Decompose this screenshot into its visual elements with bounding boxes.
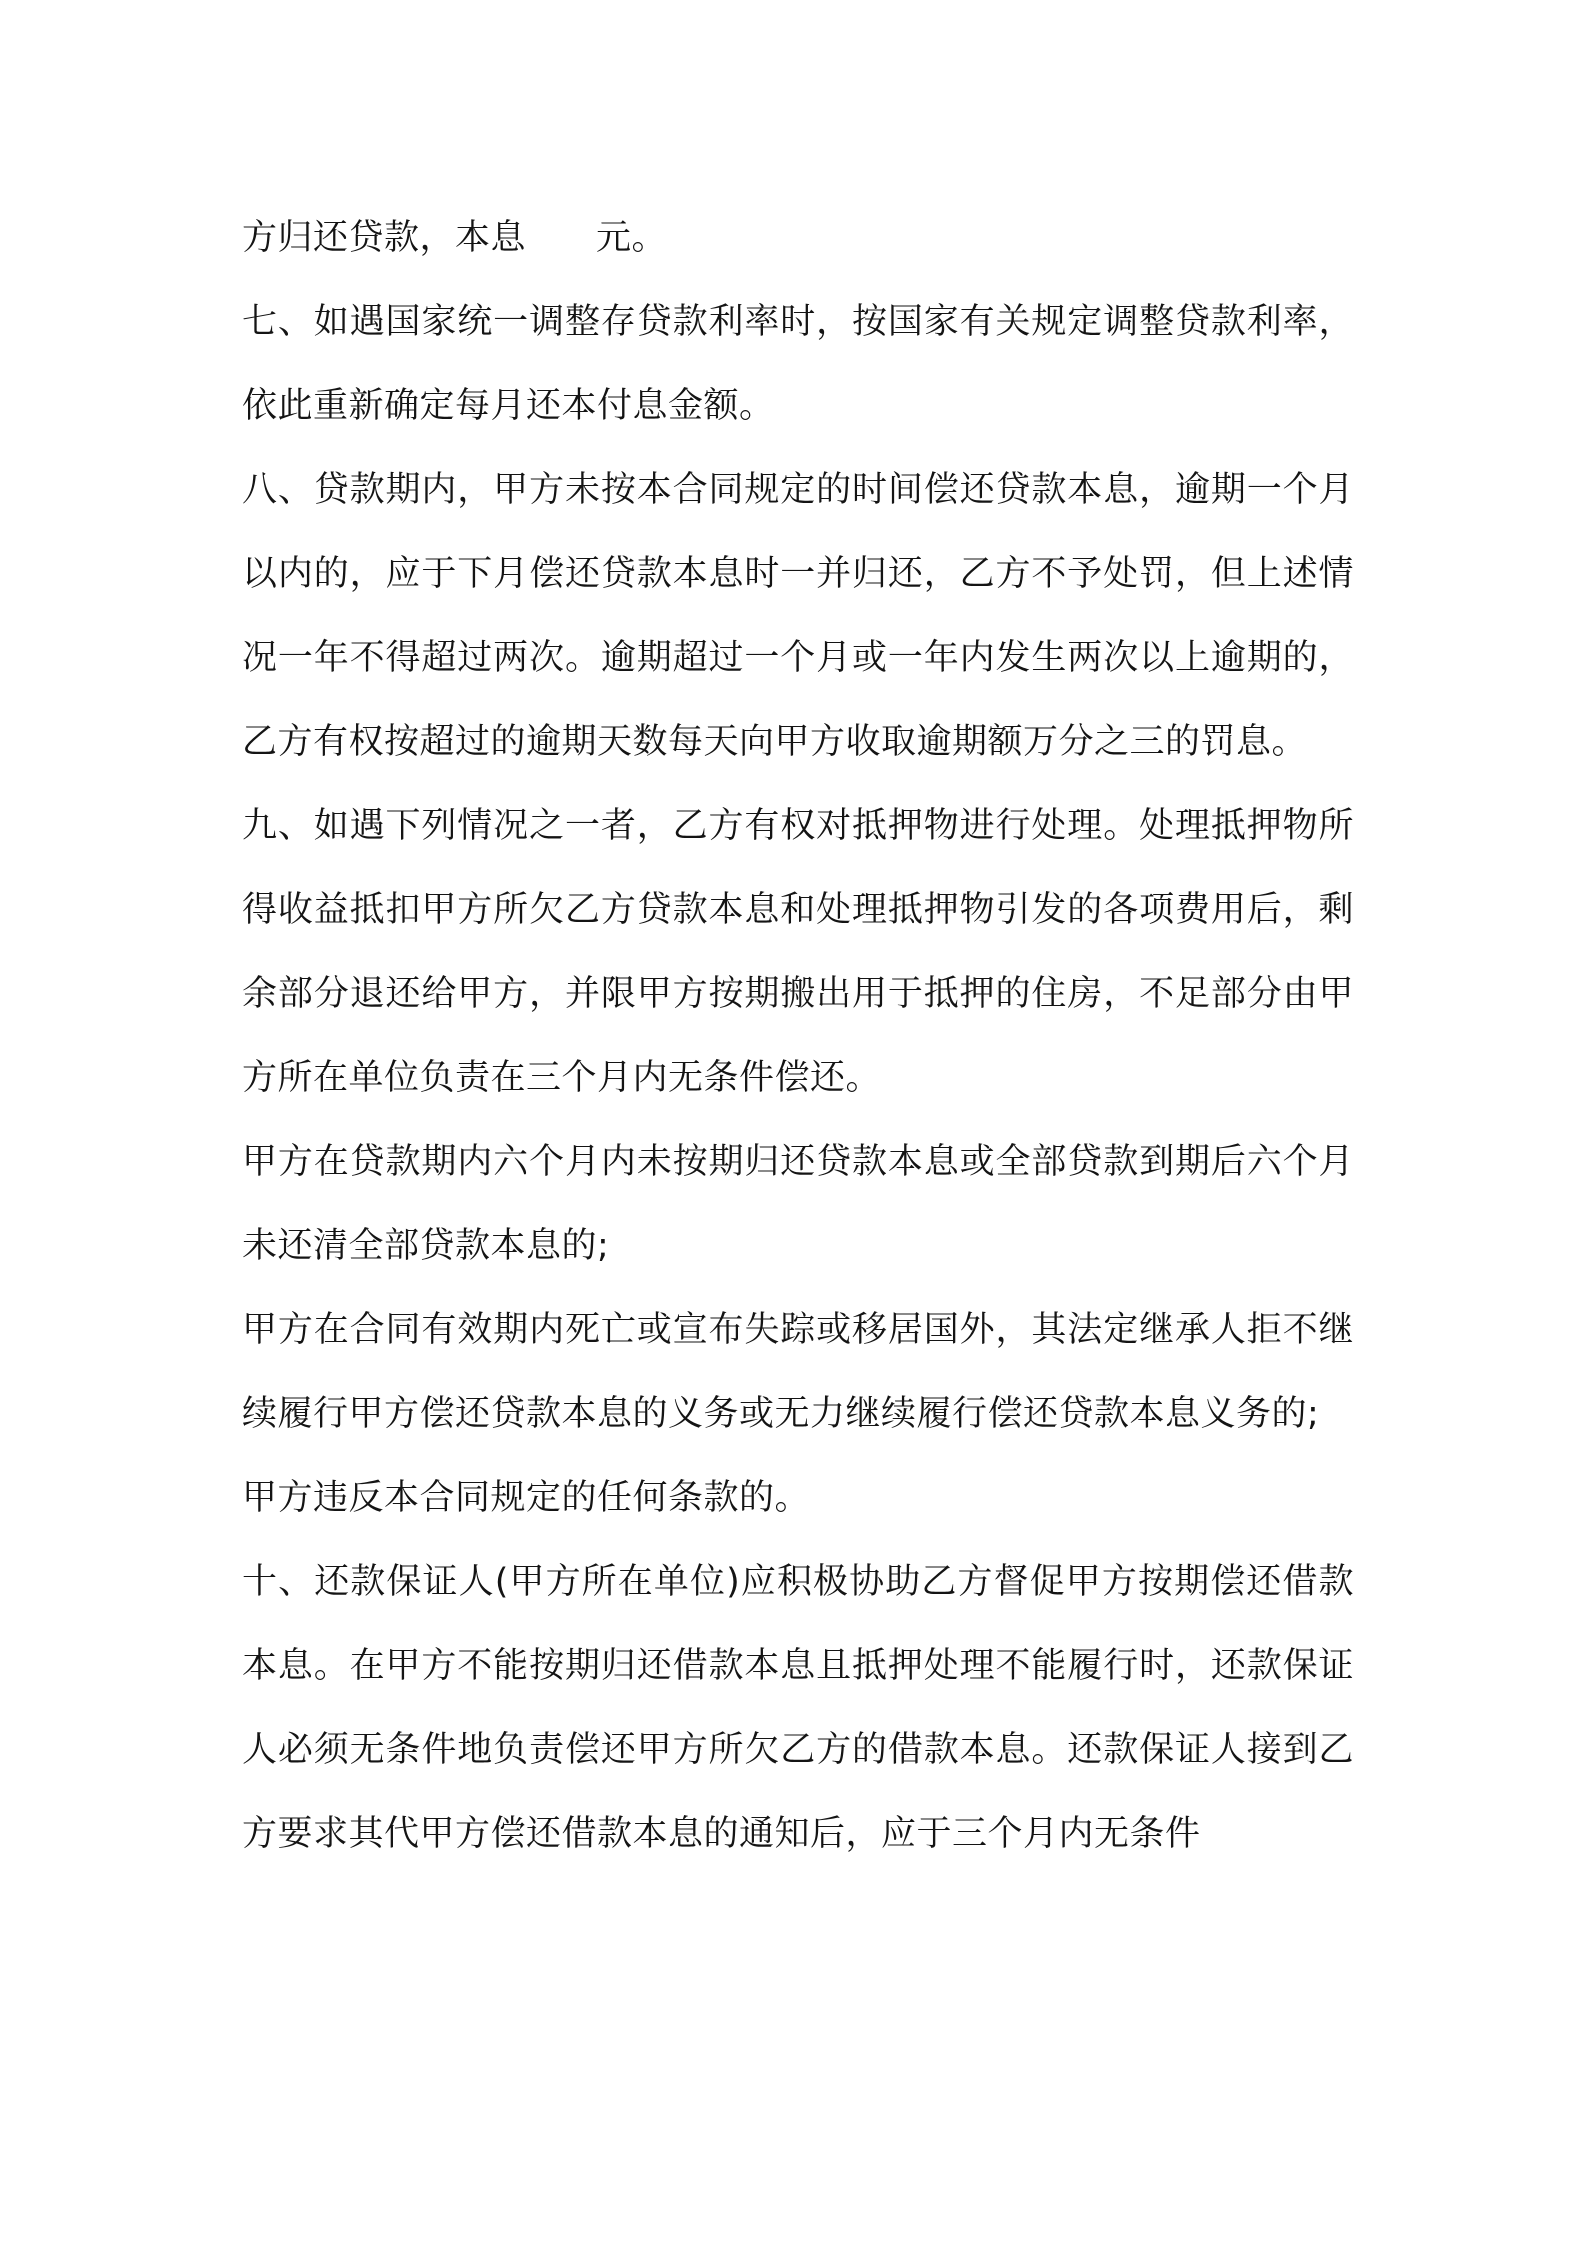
paragraph-repayment-amount [242,196,1354,280]
paragraph-clause-7: 七、如遇国家统一调整存贷款利率时，按国家有关规定调整贷款利率，依此重新确定每月还本付息金额。 [242,302,1354,426]
paragraph-clause-9: 九、如遇下列情况之一者，乙方有权对抵押物进行处理。处理抵押物所得收益抵扣甲方所欠乙方贷款本息和处理抵押物引发的各项费用后，剩余部分退还给甲方，并限甲方按期搬出用于抵押的住房，不足部分由甲方所在单位负责在三个月内无条件偿还。 [242,806,1354,1098]
paragraph-clause-8: 八、贷款期内，甲方未按本合同规定的时间偿还贷款本息，逾期一个月以内的，应于下月偿还贷款本息时一并归还，乙方不予处罚，但上述情况一年不得超过两次。逾期超过一个月或一年内发生两次以上逾期的，乙方有权按超过的逾期天数每天向甲方收取逾期额万分之三的罚息。 [242,470,1354,762]
paragraph-clause-10: 十、还款保证人(甲方所在单位)应积极协助乙方督促甲方按期偿还借款本息。在甲方不能按期归还借款本息且抵押处理不能履行时，还款保证人必须无条件地负责偿还甲方所欠乙方的借款本息。还款保证人接到乙方要求其代甲方偿还借款本息的通知后，应于三个月内无条件 [242,1562,1354,1854]
paragraph-condition-overdue: 甲方在贷款期内六个月内未按期归还贷款本息或全部贷款到期后六个月未还清全部贷款本息的; [242,1142,1354,1266]
repayment-unit: 元。 [596,218,668,258]
paragraph-condition-breach: 甲方违反本合同规定的任何条款的。 [242,1478,811,1518]
document-body [242,196,1354,1876]
repayment-text: 方归还贷款，本息 [242,218,527,258]
paragraph-condition-death: 甲方在合同有效期内死亡或宣布失踪或移居国外，其法定继承人拒不继续履行甲方偿还贷款本息的义务或无力继续履行偿还贷款本息义务的; [242,1310,1354,1434]
